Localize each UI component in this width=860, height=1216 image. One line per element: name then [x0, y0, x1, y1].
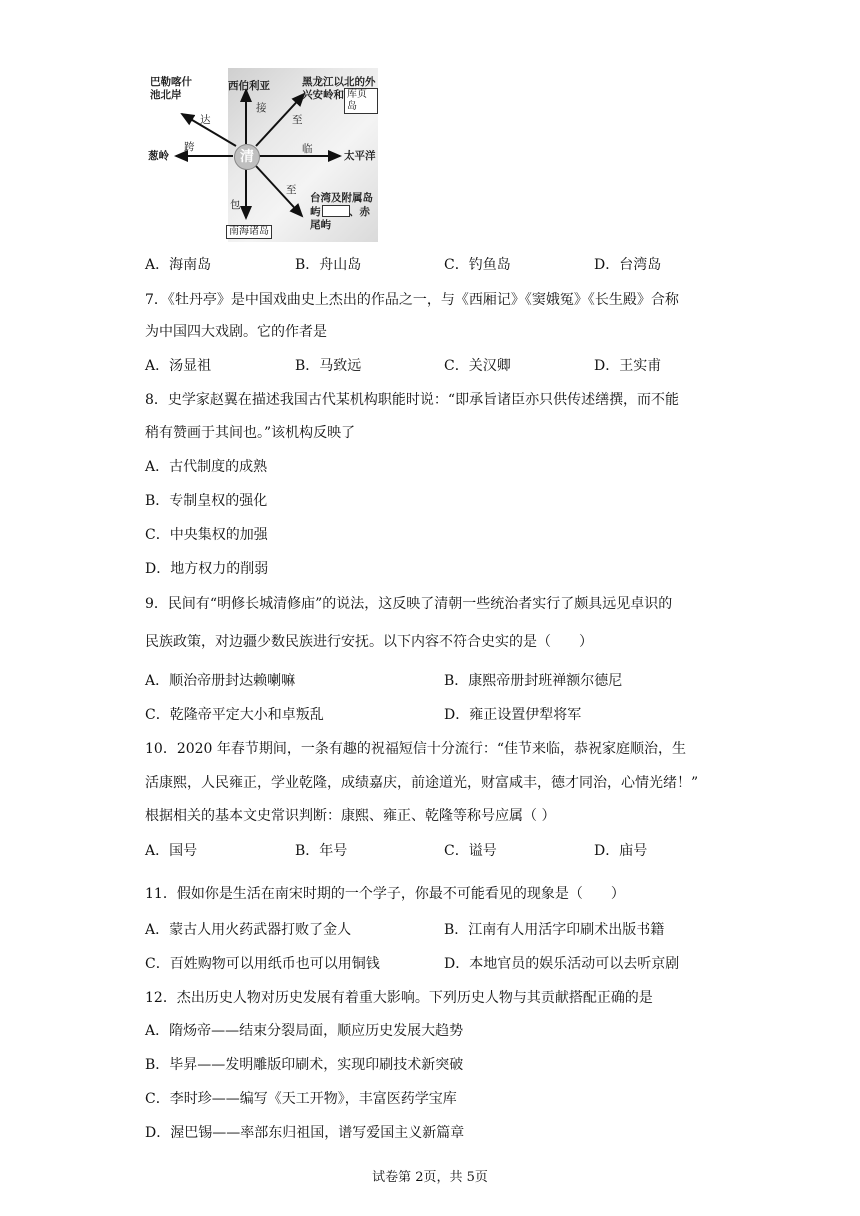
q10-option-c: C．谥号	[444, 843, 497, 859]
q10-stem-line2: 活康熙，人民雍正，学业乾隆，成绩嘉庆，前途道光，财富咸丰，德才同治，心情光绪！”	[145, 775, 699, 791]
qing-territory-map	[144, 68, 378, 242]
label-se-place-2b: 、赤	[349, 206, 370, 218]
q12-option-c: C．李时珍——编写《天工开物》，丰富医药学宝库	[145, 1091, 457, 1107]
q8-option-a: A．古代制度的成熟	[145, 459, 268, 475]
center-qing-label: 清	[234, 144, 260, 170]
q12-option-a: A．隋炀帝——结束分裂局面，顺应历史发展大趋势	[145, 1023, 464, 1039]
q8-option-c: C．中央集权的加强	[145, 527, 268, 543]
label-n-verb: 接	[256, 102, 267, 114]
q9-option-d: D．雍正设置伊犁将军	[444, 707, 582, 723]
q7-stem-line1: 7．《牡丹亭》是中国戏曲史上杰出的作品之一，与《西厢记》《窦娥冤》《长生殿》合称	[145, 292, 679, 308]
q9-option-a: A．顺治帝册封达赖喇嘛	[145, 673, 296, 689]
label-ne-place-1: 黑龙江以北的外	[302, 76, 376, 88]
q9-option-c: C．乾隆帝平定大小和卓叛乱	[145, 707, 324, 723]
q12-option-d: D．渥巴锡——率部东归祖国，谱写爱国主义新篇章	[145, 1125, 465, 1141]
q11-option-b: B．江南有人用活字印刷术出版书籍	[444, 922, 665, 938]
q9-stem-line1: 9．民间有“明修长城清修庙”的说法，这反映了清朝一些统治者实行了颇具远见卓识的	[145, 596, 673, 612]
label-s-verb: 包	[230, 199, 241, 211]
page-footer: 试卷第 2页，共 5页	[372, 1170, 488, 1185]
q6-option-b: B．舟山岛	[295, 257, 362, 273]
q10-stem-line1: 10．2020 年春节期间，一条有趣的祝福短信十分流行：“佳节来临，恭祝家庭顺治，生	[145, 741, 687, 757]
q12-option-b: B．毕昇——发明雕版印刷术，实现印刷技术新突破	[145, 1057, 464, 1073]
label-e-verb: 临	[302, 143, 313, 155]
q6-option-d: D．台湾岛	[594, 257, 662, 273]
q10-option-d: D．庙号	[594, 843, 648, 859]
q9-option-b: B．康熙帝册封班禅额尔德尼	[444, 673, 623, 689]
label-ne-verb: 至	[292, 114, 303, 126]
label-w-place: 葱岭	[148, 150, 169, 162]
q10-option-b: B．年号	[295, 843, 348, 859]
q7-stem-line2: 为中国四大戏剧。它的作者是	[145, 324, 327, 340]
q11-stem: 11．假如你是生活在南宋时期的一个学子，你最不可能看见的现象是（ ）	[145, 886, 625, 902]
label-se-verb: 至	[286, 184, 297, 196]
q12-stem: 12．杰出历史人物对历史发展有着重大影响。下列历史人物与其贡献搭配正确的是	[145, 990, 653, 1006]
label-nw-place-1: 巴勒喀什	[150, 76, 192, 88]
q10-option-a: A．国号	[145, 843, 198, 859]
q11-option-c: C．百姓购物可以用纸币也可以用铜钱	[145, 956, 380, 972]
label-nw-place-2: 池北岸	[150, 89, 182, 101]
label-nw-verb: 达	[200, 114, 211, 126]
q7-option-c: C．关汉卿	[444, 358, 511, 374]
label-ne-box: 库页岛	[344, 88, 378, 114]
label-se-place-2a: 屿	[310, 206, 321, 218]
q8-option-d: D．地方权力的削弱	[145, 561, 269, 577]
q8-stem-line2: 稍有赞画于其间也。”该机构反映了	[145, 425, 356, 441]
q7-option-a: A．汤显祖	[145, 358, 212, 374]
label-s-box: 南海诸岛	[226, 225, 272, 239]
label-se-place-3: 尾屿	[310, 219, 331, 231]
label-se-place-1: 台湾及附属岛	[310, 192, 373, 204]
q8-option-b: B．专制皇权的强化	[145, 493, 268, 509]
q7-option-b: B．马致远	[295, 358, 362, 374]
q11-option-a: A．蒙古人用火药武器打败了金人	[145, 922, 352, 938]
q11-option-d: D．本地官员的娱乐活动可以去听京剧	[444, 956, 680, 972]
q6-option-c: C．钓鱼岛	[444, 257, 511, 273]
label-e-place: 太平洋	[344, 150, 376, 162]
blank-box	[322, 205, 350, 217]
label-w-verb: 跨	[184, 141, 195, 153]
label-n-place: 西伯利亚	[228, 80, 270, 92]
q7-option-d: D．王实甫	[594, 358, 662, 374]
label-ne-place-2: 兴安岭和	[302, 89, 344, 101]
q6-option-a: A．海南岛	[145, 257, 212, 273]
q9-stem-line2: 民族政策，对边疆少数民族进行安抚。以下内容不符合史实的是（ ）	[145, 634, 593, 650]
q8-stem-line1: 8．史学家赵翼在描述我国古代某机构职能时说：“即承旨诸臣亦只供传述缮撰，而不能	[145, 392, 680, 408]
q10-stem-line3: 根据相关的基本文史常识判断：康熙、雍正、乾隆等称号应属（ ）	[145, 808, 556, 824]
